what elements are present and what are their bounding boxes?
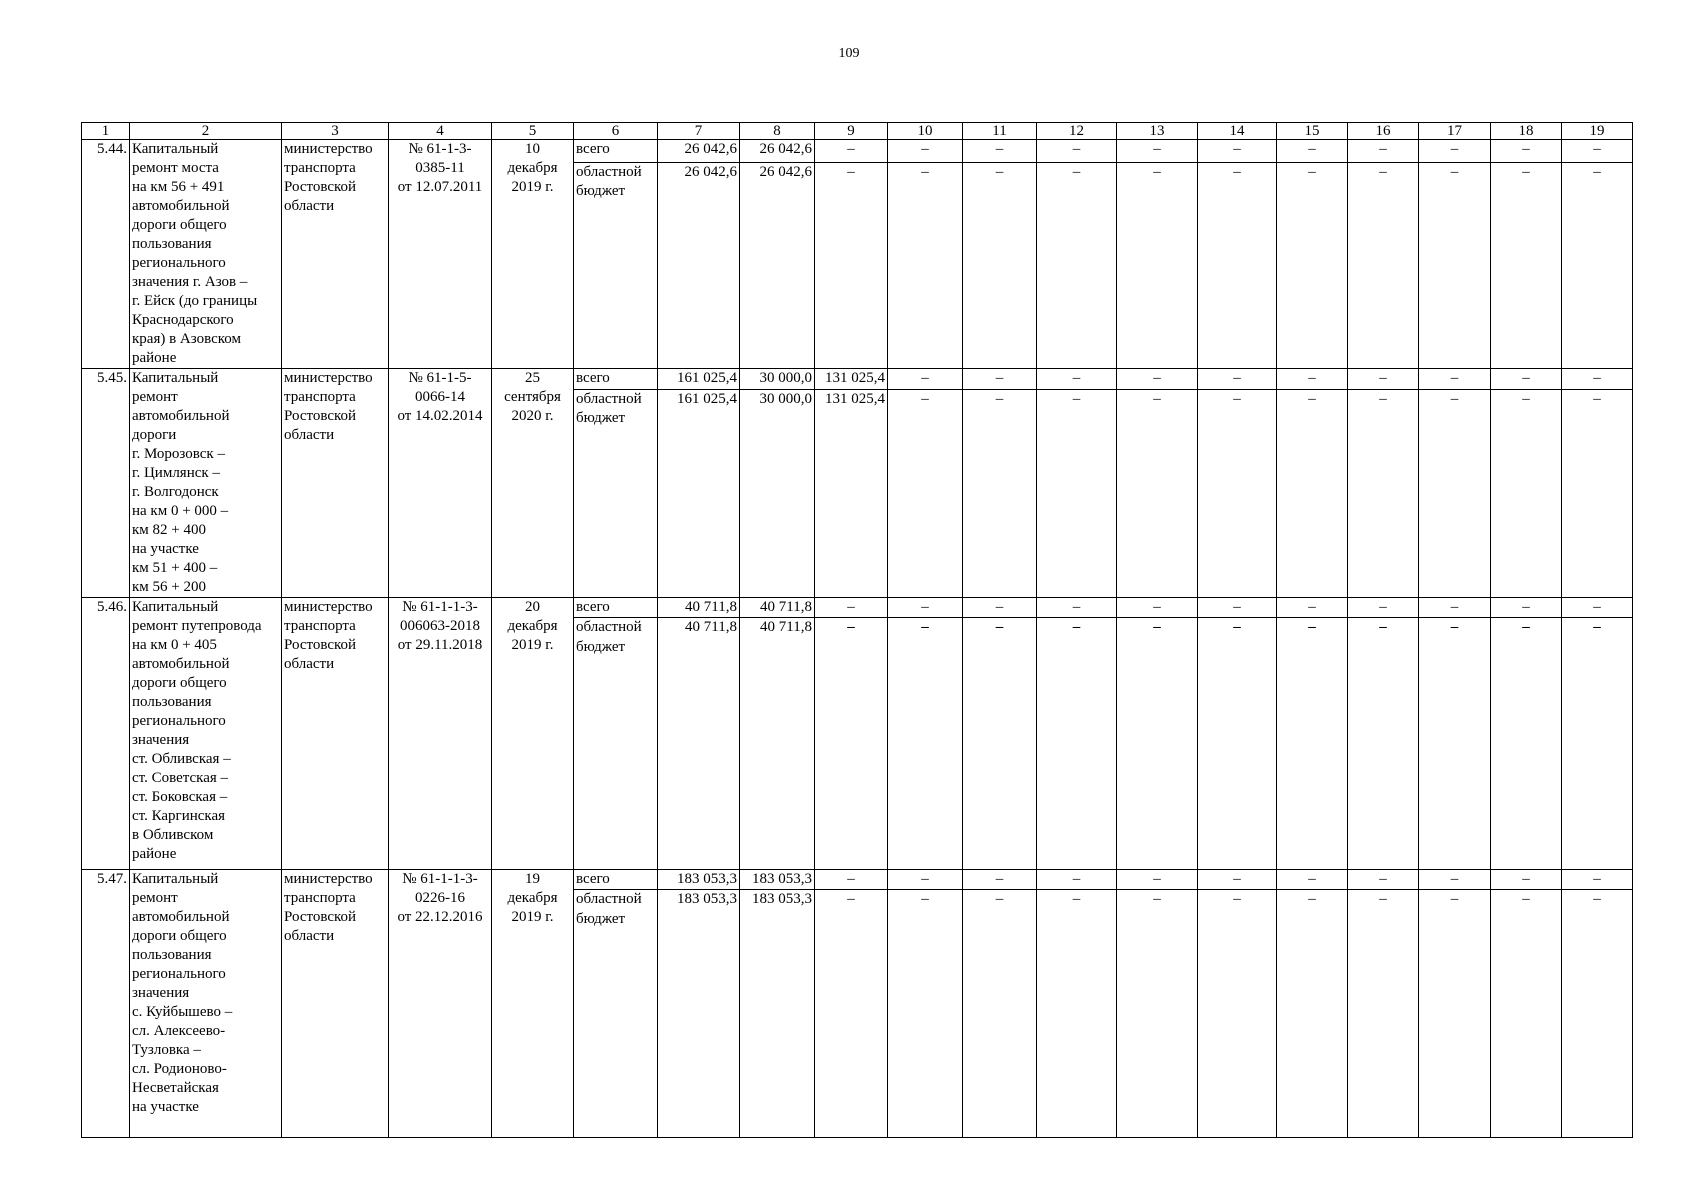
- amount-col-13: –: [1117, 618, 1198, 870]
- amount-col-14: –: [1198, 389, 1277, 597]
- column-number-row: [82, 123, 1633, 140]
- amount-col-9: –: [815, 162, 888, 368]
- amount-col-10: –: [888, 598, 963, 618]
- amount-col-12: –: [1037, 618, 1117, 870]
- column-number: 16: [1348, 123, 1419, 140]
- customer: министерство транспорта Ростовской области: [282, 598, 389, 870]
- amount-col-16: –: [1348, 870, 1419, 890]
- expertise-doc: № 61-1-1-3- 0226-16 от 22.12.2016: [389, 870, 492, 1138]
- amount-col-19: –: [1562, 598, 1633, 618]
- amount-col-8: 183 053,3: [740, 890, 815, 1138]
- amount-col-13: –: [1117, 870, 1198, 890]
- amount-col-17: –: [1419, 618, 1491, 870]
- expertise-doc: № 61-1-3- 0385-11 от 12.07.2011: [389, 140, 492, 369]
- object-name: Капитальный ремонт путепровода на км 0 + 405 автомобильной дороги общего пользования регионального значения ст. Обливская – ст. Советская – ст. Боковская – ст. Каргинская в Обливском районе: [130, 598, 282, 870]
- amount-col-7: 161 025,4: [658, 369, 740, 390]
- column-number: 7: [658, 123, 740, 140]
- amount-col-17: –: [1419, 162, 1491, 368]
- column-number: 1: [82, 123, 130, 140]
- column-number: 9: [815, 123, 888, 140]
- amount-col-16: –: [1348, 890, 1419, 1138]
- item-number: 5.45.: [82, 369, 130, 598]
- amount-col-16: –: [1348, 598, 1419, 618]
- amount-col-17: –: [1419, 890, 1491, 1138]
- amount-col-16: –: [1348, 140, 1419, 163]
- customer: министерство транспорта Ростовской области: [282, 369, 389, 598]
- amount-col-7: 40 711,8: [658, 598, 740, 618]
- amount-col-13: –: [1117, 389, 1198, 597]
- amount-col-11: –: [963, 618, 1037, 870]
- amount-col-12: –: [1037, 369, 1117, 390]
- column-number: 18: [1491, 123, 1562, 140]
- amount-col-15: –: [1277, 890, 1348, 1138]
- amount-col-9: –: [815, 890, 888, 1138]
- amount-col-11: –: [963, 369, 1037, 390]
- amount-col-19: –: [1562, 890, 1633, 1138]
- completion-date: 10 декабря 2019 г.: [492, 140, 574, 369]
- column-number: 4: [389, 123, 492, 140]
- amount-col-19: –: [1562, 389, 1633, 597]
- amount-col-16: –: [1348, 162, 1419, 368]
- amount-col-12: –: [1037, 162, 1117, 368]
- amount-col-18: –: [1491, 870, 1562, 890]
- amount-col-13: –: [1117, 598, 1198, 618]
- amount-col-11: –: [963, 389, 1037, 597]
- amount-col-14: –: [1198, 870, 1277, 890]
- amount-col-11: –: [963, 870, 1037, 890]
- customer: министерство транспорта Ростовской области: [282, 870, 389, 1138]
- completion-date: 19 декабря 2019 г.: [492, 870, 574, 1138]
- amount-col-9: 131 025,4: [815, 369, 888, 390]
- amount-col-19: –: [1562, 369, 1633, 390]
- item-number: 5.46.: [82, 598, 130, 870]
- amount-col-9: –: [815, 140, 888, 163]
- amount-col-15: –: [1277, 162, 1348, 368]
- funding-source: областной бюджет: [574, 389, 658, 597]
- amount-col-18: –: [1491, 389, 1562, 597]
- amount-col-10: –: [888, 890, 963, 1138]
- column-number: 10: [888, 123, 963, 140]
- amount-col-8: 26 042,6: [740, 140, 815, 163]
- funding-source: всего: [574, 870, 658, 890]
- amount-col-7: 161 025,4: [658, 389, 740, 597]
- column-number: 5: [492, 123, 574, 140]
- object-name: Капитальный ремонт моста на км 56 + 491 автомобильной дороги общего пользования регионального значения г. Азов – г. Ейск (до границы Краснодарского края) в Азовском районе: [130, 140, 282, 369]
- amount-col-8: 40 711,8: [740, 598, 815, 618]
- amount-col-7: 183 053,3: [658, 870, 740, 890]
- item-number: 5.47.: [82, 870, 130, 1138]
- amount-col-12: –: [1037, 870, 1117, 890]
- amount-col-15: –: [1277, 870, 1348, 890]
- amount-col-12: –: [1037, 890, 1117, 1138]
- funding-source: областной бюджет: [574, 162, 658, 368]
- amount-col-14: –: [1198, 140, 1277, 163]
- amount-col-12: –: [1037, 389, 1117, 597]
- amount-col-11: –: [963, 140, 1037, 163]
- amount-col-8: 26 042,6: [740, 162, 815, 368]
- amount-col-11: –: [963, 598, 1037, 618]
- column-number: 12: [1037, 123, 1117, 140]
- amount-col-18: –: [1491, 162, 1562, 368]
- amount-col-10: –: [888, 162, 963, 368]
- column-number: 11: [963, 123, 1037, 140]
- completion-date: 25 сентября 2020 г.: [492, 369, 574, 598]
- amount-col-15: –: [1277, 598, 1348, 618]
- amount-col-15: –: [1277, 389, 1348, 597]
- column-number: 14: [1198, 123, 1277, 140]
- amount-col-8: 183 053,3: [740, 870, 815, 890]
- table-row: [82, 598, 1633, 618]
- amount-col-12: –: [1037, 598, 1117, 618]
- amount-col-11: –: [963, 162, 1037, 368]
- amount-col-19: –: [1562, 870, 1633, 890]
- customer: министерство транспорта Ростовской области: [282, 140, 389, 369]
- amount-col-15: –: [1277, 618, 1348, 870]
- financing-table: [81, 122, 1633, 1138]
- amount-col-18: –: [1491, 890, 1562, 1138]
- column-number: 15: [1277, 123, 1348, 140]
- column-number: 3: [282, 123, 389, 140]
- amount-col-12: –: [1037, 140, 1117, 163]
- item-number: 5.44.: [82, 140, 130, 369]
- amount-col-10: –: [888, 369, 963, 390]
- amount-col-18: –: [1491, 598, 1562, 618]
- column-number: 17: [1419, 123, 1491, 140]
- amount-col-14: –: [1198, 162, 1277, 368]
- amount-col-7: 26 042,6: [658, 162, 740, 368]
- amount-col-9: 131 025,4: [815, 389, 888, 597]
- completion-date: 20 декабря 2019 г.: [492, 598, 574, 870]
- column-number: 2: [130, 123, 282, 140]
- table-body: [82, 123, 1633, 1138]
- amount-col-7: 183 053,3: [658, 890, 740, 1138]
- amount-col-8: 30 000,0: [740, 369, 815, 390]
- amount-col-8: 40 711,8: [740, 618, 815, 870]
- amount-col-18: –: [1491, 369, 1562, 390]
- amount-col-16: –: [1348, 389, 1419, 597]
- amount-col-7: 26 042,6: [658, 140, 740, 163]
- amount-col-19: –: [1562, 140, 1633, 163]
- object-name: Капитальный ремонт автомобильной дороги г. Морозовск – г. Цимлянск – г. Волгодонск на км 0 + 000 – км 82 + 400 на участке км 51 + 400 – км 56 + 200: [130, 369, 282, 598]
- amount-col-17: –: [1419, 870, 1491, 890]
- amount-col-16: –: [1348, 369, 1419, 390]
- amount-col-10: –: [888, 140, 963, 163]
- amount-col-13: –: [1117, 162, 1198, 368]
- amount-col-17: –: [1419, 389, 1491, 597]
- table-row: [82, 870, 1633, 890]
- column-number: 6: [574, 123, 658, 140]
- amount-col-8: 30 000,0: [740, 389, 815, 597]
- amount-col-9: –: [815, 870, 888, 890]
- table-row: [82, 369, 1633, 390]
- amount-col-13: –: [1117, 369, 1198, 390]
- amount-col-14: –: [1198, 369, 1277, 390]
- amount-col-19: –: [1562, 162, 1633, 368]
- expertise-doc: № 61-1-1-3- 006063-2018 от 29.11.2018: [389, 598, 492, 870]
- amount-col-17: –: [1419, 140, 1491, 163]
- amount-col-17: –: [1419, 369, 1491, 390]
- column-number: 13: [1117, 123, 1198, 140]
- amount-col-18: –: [1491, 618, 1562, 870]
- amount-col-16: –: [1348, 618, 1419, 870]
- column-number: 19: [1562, 123, 1633, 140]
- object-name: Капитальный ремонт автомобильной дороги общего пользования регионального значения с. Куйбышево – сл. Алексеево- Тузловка – сл. Родионово- Несветайская на участке: [130, 870, 282, 1138]
- amount-col-10: –: [888, 870, 963, 890]
- funding-source: всего: [574, 140, 658, 163]
- funding-source: областной бюджет: [574, 890, 658, 1138]
- amount-col-19: –: [1562, 618, 1633, 870]
- funding-source: всего: [574, 598, 658, 618]
- amount-col-13: –: [1117, 140, 1198, 163]
- amount-col-18: –: [1491, 140, 1562, 163]
- amount-col-9: –: [815, 618, 888, 870]
- funding-source: всего: [574, 369, 658, 390]
- amount-col-11: –: [963, 890, 1037, 1138]
- amount-col-10: –: [888, 389, 963, 597]
- amount-col-17: –: [1419, 598, 1491, 618]
- page-number: 109: [838, 46, 860, 61]
- expertise-doc: № 61-1-5- 0066-14 от 14.02.2014: [389, 369, 492, 598]
- amount-col-10: –: [888, 618, 963, 870]
- amount-col-13: –: [1117, 890, 1198, 1138]
- amount-col-15: –: [1277, 369, 1348, 390]
- amount-col-14: –: [1198, 618, 1277, 870]
- amount-col-15: –: [1277, 140, 1348, 163]
- column-number: 8: [740, 123, 815, 140]
- amount-col-14: –: [1198, 598, 1277, 618]
- table-row: [82, 140, 1633, 163]
- amount-col-9: –: [815, 598, 888, 618]
- amount-col-14: –: [1198, 890, 1277, 1138]
- funding-source: областной бюджет: [574, 618, 658, 870]
- amount-col-7: 40 711,8: [658, 618, 740, 870]
